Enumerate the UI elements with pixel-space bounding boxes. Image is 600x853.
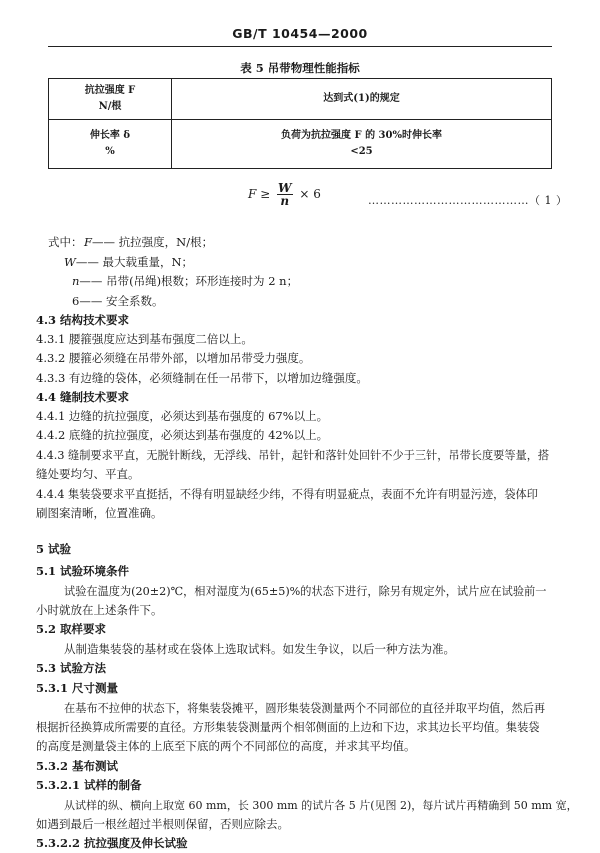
section-heading: 5.3.1 尺寸测量 bbox=[36, 681, 119, 695]
paragraph-line: 缝处要均匀、平直。 bbox=[36, 467, 140, 481]
param-name: 抗拉强度 F bbox=[84, 85, 136, 96]
paragraph-line: 刷图案清晰，位置准确。 bbox=[36, 506, 163, 520]
table-title: 表 5 吊带物理性能指标 bbox=[240, 61, 360, 75]
header-rule bbox=[48, 46, 552, 47]
paragraph-line: 4.3.2 腰箍必须缝在吊带外部，以增加吊带受力强度。 bbox=[36, 351, 311, 365]
formula-lhs: F bbox=[248, 187, 257, 201]
section-heading: 5.3.2 基布测试 bbox=[36, 759, 119, 773]
paragraph-line: 从制造集装袋的基材或在袋体上选取试料。如发生争议，以后一种方法为准。 bbox=[64, 642, 455, 656]
param-unit: % bbox=[105, 146, 115, 157]
paragraph-line: 根据折径换算成所需要的直径。方形集装袋测量两个相邻侧面的上边和下边，求其边长平均值。集装袋 bbox=[36, 721, 540, 734]
formula-times: × 6 bbox=[299, 187, 321, 201]
where-symbol: F bbox=[84, 235, 92, 249]
formula-denominator: n bbox=[280, 194, 290, 208]
section-heading: 5.3 试验方法 bbox=[36, 661, 107, 675]
param-name: 伸长率 δ bbox=[89, 130, 131, 141]
where-symbol: 6 bbox=[72, 294, 80, 308]
section-heading: 4.3 结构技术要求 bbox=[36, 313, 130, 327]
table-cell-requirement bbox=[172, 79, 552, 120]
section-heading: 4.4 缝制技术要求 bbox=[36, 390, 130, 404]
formula-relation: ≥ bbox=[260, 187, 271, 201]
requirement-value: <25 bbox=[350, 146, 373, 157]
section-heading: 5 试验 bbox=[36, 542, 72, 556]
paragraph-line: 的高度是测量袋主体的上底至下底的两个不同部位的高度，并求其平均值。 bbox=[36, 739, 416, 753]
param-unit: N/根 bbox=[98, 101, 122, 112]
table-cell-requirement bbox=[172, 120, 552, 169]
paragraph-line: 从试样的纵、横向上取宽 60 mm，长 300 mm 的试片各 5 片(见图 2)，每片试片再精确到 50 mm 宽， bbox=[64, 799, 578, 812]
paragraph-line: 在基布不拉伸的状态下，将集装袋摊平，圆形集装袋测量两个不同部位的直径并取平均值，然后再 bbox=[64, 702, 546, 715]
formula bbox=[248, 182, 321, 218]
where-label: 式中： bbox=[48, 235, 83, 249]
where-item bbox=[64, 254, 193, 270]
paragraph-line: 4.4.4 集装袋要求平直挺括，不得有明显缺经少纬，不得有明显疵点，表面不允许有明显污迹，袋体印 bbox=[36, 488, 538, 501]
where-desc: —— 吊带(吊绳)根数；环形连接时为 2 n； bbox=[79, 274, 299, 288]
section-heading: 5.3.2.2 抗拉强度及伸长试验 bbox=[36, 836, 188, 850]
where-symbol: W bbox=[64, 255, 76, 269]
where-desc: —— 安全系数。 bbox=[79, 294, 164, 308]
where-item bbox=[84, 234, 213, 250]
where-item bbox=[72, 273, 298, 289]
table-cell-param bbox=[49, 79, 172, 120]
paragraph-line: 小时就放在上述条件下。 bbox=[36, 603, 163, 617]
requirement-text: 负荷为抗拉强度 F 的 30%时伸长率 bbox=[281, 130, 442, 141]
where-item bbox=[72, 293, 163, 309]
where-desc: —— 抗拉强度，N/根； bbox=[91, 235, 214, 249]
table-cell-param bbox=[49, 120, 172, 169]
paragraph-line: 4.4.2 底缝的抗拉强度，必须达到基布强度的 42%以上。 bbox=[36, 428, 329, 442]
formula-numerator: W bbox=[278, 181, 292, 195]
paragraph-line: 试验在温度为(20±2)℃，相对湿度为(65±5)%的状态下进行，除另有规定外，试片应在试验前一 bbox=[64, 585, 547, 598]
standard-code-header: GB/T 10454—2000 bbox=[232, 26, 368, 41]
paragraph-line: 4.3.3 有边缝的袋体，必须缝制在任一吊带下，以增加边缝强度。 bbox=[36, 371, 368, 385]
paragraph-line: 4.3.1 腰箍强度应达到基布强度二倍以上。 bbox=[36, 332, 253, 346]
table-row bbox=[49, 120, 552, 169]
paragraph-line: 4.4.3 缝制要求平直，无脱针断线，无浮线、吊针，起针和落针处回针不少于三针，吊带长度要等量，搭 bbox=[36, 449, 550, 462]
section-heading: 5.3.2.1 试样的制备 bbox=[36, 778, 142, 792]
paragraph-line: 如遇到最后一根丝超过半根则保留，否则应除去。 bbox=[36, 817, 289, 831]
spec-table bbox=[48, 78, 552, 169]
equation-number: ……………………………………（ 1 ） bbox=[368, 194, 568, 207]
table-row bbox=[49, 79, 552, 120]
section-heading: 5.2 取样要求 bbox=[36, 622, 107, 636]
where-symbol: n bbox=[72, 274, 80, 288]
paragraph-line: 4.4.1 边缝的抗拉强度，必须达到基布强度的 67%以上。 bbox=[36, 409, 329, 423]
formula-fraction bbox=[277, 182, 292, 207]
where-desc: —— 最大载重量，N； bbox=[75, 255, 194, 269]
requirement-text: 达到式(1)的规定 bbox=[323, 93, 400, 104]
section-heading: 5.1 试验环境条件 bbox=[36, 564, 130, 578]
